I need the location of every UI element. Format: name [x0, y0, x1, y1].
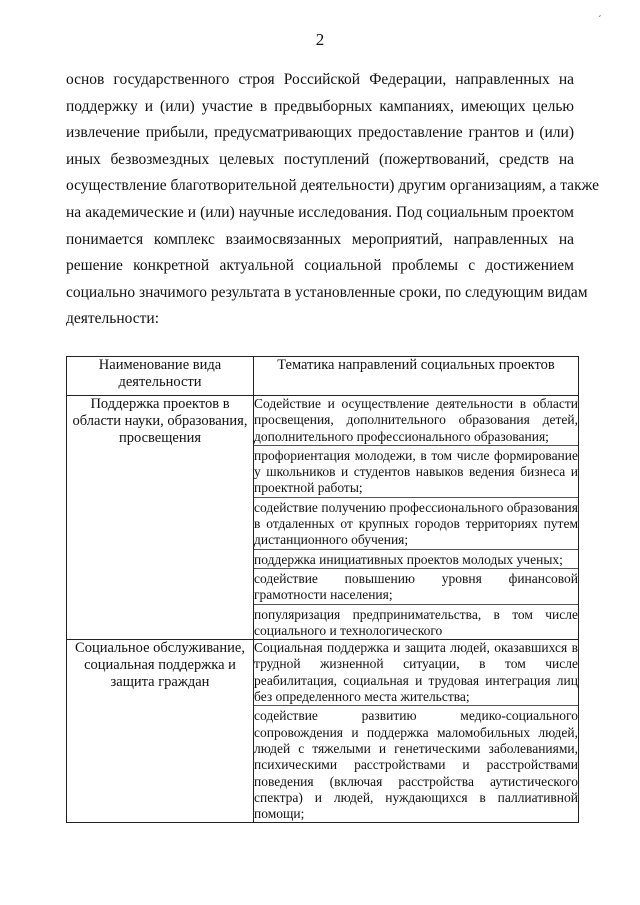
topic-item: поддержка инициативных проектов молодых ученых;: [254, 552, 578, 569]
topic-list: [254, 396, 579, 640]
intro-line: поддержку и (или) участие в предвыборных кампаниях, имеющих целью: [66, 97, 574, 115]
intro-paragraph: [66, 67, 599, 333]
intro-line: решение конкретной актуальной социальной проблемы с достижением: [66, 257, 574, 275]
intro-line: на академические и (или) научные исследования. Под социальным проектом: [66, 203, 574, 221]
corner-mark: ˊ: [598, 14, 602, 26]
page-number: 2: [315, 30, 325, 49]
activity-category: Социальное обслуживание, социальная поддержка и защита граждан: [67, 640, 254, 823]
topic-list: [254, 640, 579, 823]
activity-category: Поддержка проектов в области науки, образования, просвещения: [67, 396, 254, 640]
activity-table: [66, 356, 579, 823]
intro-line: понимается комплекс взаимосвязанных мероприятий, направленных на: [66, 230, 574, 248]
table-header-row: [67, 357, 579, 396]
table-row: [67, 396, 579, 640]
topic-item: содействие получению профессионального образования в отдаленных от крупных городов территориях путем дистанционного обучения;: [254, 500, 578, 550]
topic-item: популяризация предпринимательства, в том числе социального и технологического: [254, 606, 578, 638]
intro-line: социально значимого результата в установленные сроки, по следующим видам: [66, 283, 588, 301]
topic-item: Социальная поддержка и защита людей, оказавшихся в трудной жизненной ситуации, в том числе реабилитация, социальная и трудовая интеграция лиц без определенного места жительства;: [254, 640, 578, 706]
topic-item: содействие развитию медико-социального сопровождения и поддержка маломобильных людей, людей с тяжелыми и генетическими заболеваниями, психическими расстройствами и расстройствами поведения (включая расстройства аутистического спектра) и людей, нуждающихся в паллиативной помощи;: [254, 708, 578, 822]
topic-item: Содействие и осуществление деятельности в области просвещения, дополнительного образования детей, дополнительного профессионального образования;: [254, 396, 578, 446]
intro-line: деятельности:: [66, 310, 160, 328]
topic-item: содействие повышению уровня финансовой грамотности населения;: [254, 571, 578, 605]
table-row: [67, 640, 579, 823]
intro-line: иных безвозмездных целевых поступлений (пожертвований, средств на: [66, 150, 574, 168]
header-activity-type: Наименование вида деятельности: [67, 357, 254, 396]
header-project-topics: Тематика направлений социальных проектов: [254, 357, 579, 396]
topic-item: профориентация молодежи, в том числе формирование у школьников и студентов навыков ведения бизнеса и проектной работы;: [254, 448, 578, 498]
intro-line: извлечение прибыли, предусматривающих предоставление грантов и (или): [66, 124, 574, 142]
intro-line: основ государственного строя Российской Федерации, направленных на: [66, 71, 574, 88]
intro-line: осуществление благотворительной деятельности) другим организациям, а также: [66, 177, 599, 195]
